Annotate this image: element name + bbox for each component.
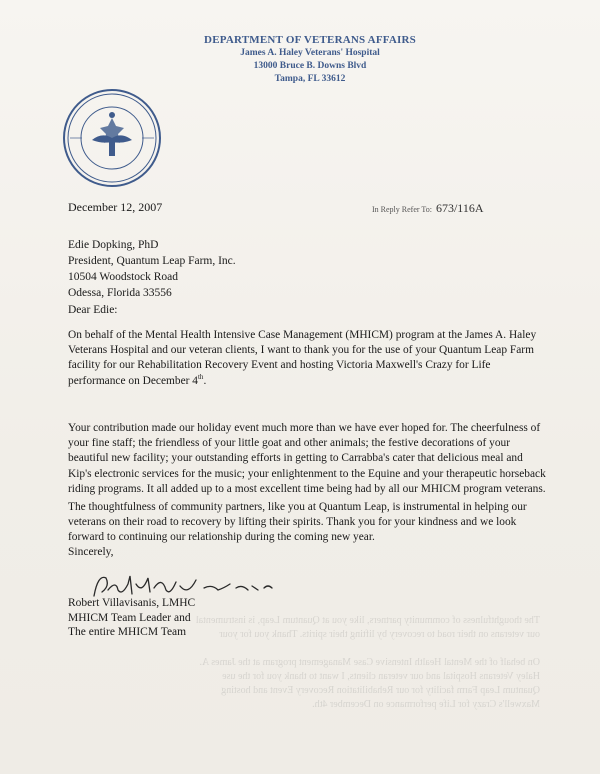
reply-label: In Reply Refer To:: [372, 205, 432, 214]
paragraph-2: Your contribution made our holiday event much more than we have ever hoped for. The cheerfulness of your fine staff; the friendless of your little goat and other animals; the festive decorations of your beautiful new facility; your outstanding efforts in getting to Carrabba's cater that delicious meal and Kip's electronic services for the music; your enlightenment to the Equine and your therapeutic horseback riding programs. It all added up to a most excellent time being had by all our MHICM program veterans.: [68, 422, 546, 495]
letterhead: [160, 33, 460, 86]
reverse-side-bleed-through: The thoughtfulness of community partners, like you at Quantum Leap, is instrumental our veterans on their road to recovery by lifting their spirits. Thank you for your On behalf of the Mental Health Intensive Case Management program at the James A. Haley Veterans Hospital and our veteran clients, I want to thank you for the use Quantum Leap Farm facility for our Rehabilitation Recovery Event and hosting Maxwell's Crazy for Life performance on December 4th.: [195, 615, 540, 710]
signer-team: The entire MHICM Team: [68, 626, 187, 638]
salutation: Dear Edie:: [68, 304, 118, 316]
va-seal-icon: [62, 88, 162, 188]
recipient-name: Edie Dopking, PhD: [68, 239, 159, 251]
recipient-street: 10504 Woodstock Road: [68, 271, 179, 283]
reply-reference: [372, 201, 484, 216]
letterhead-hospital: James A. Haley Veterans' Hospital: [240, 48, 380, 58]
paragraph-1: [68, 328, 548, 389]
closing: Sincerely,: [68, 546, 114, 558]
signer-name: Robert Villavisanis, LMHC: [68, 597, 196, 609]
recipient-address: [68, 237, 236, 301]
recipient-title: President, Quantum Leap Farm, Inc.: [68, 255, 236, 267]
letterhead-org: DEPARTMENT OF VETERANS AFFAIRS: [204, 34, 416, 46]
letter-date: December 12, 2007: [68, 200, 163, 214]
paragraph-1-text: On behalf of the Mental Health Intensive Case Management (MHICM) program at the James A. Haley Veterans Hospital and our veteran clients, I want to thank you for the use of your Quantum Leap Farm facility for our Rehabilitation Recovery Event and hosting Victoria Maxwell's Crazy for Life performance on December 4: [68, 329, 537, 387]
paragraph-3: The thoughtfulness of community partners, like you at Quantum Leap, is instrumental in helping our veterans on their road to recovery by lifting their spirits. Thank you for your kindness and we look forward to continuing our relationship during the coming new year.: [68, 501, 527, 544]
signer-title: MHICM Team Leader and: [68, 611, 191, 624]
recipient-city: Odessa, Florida 33556: [68, 287, 172, 299]
paragraph-1-sup: th: [197, 372, 204, 381]
reply-number: 673/116A: [435, 201, 484, 215]
paragraph-1-end: .: [203, 374, 207, 387]
letterhead-city: Tampa, FL 33612: [274, 74, 346, 84]
letterhead-street: 13000 Bruce B. Downs Blvd: [253, 61, 367, 71]
